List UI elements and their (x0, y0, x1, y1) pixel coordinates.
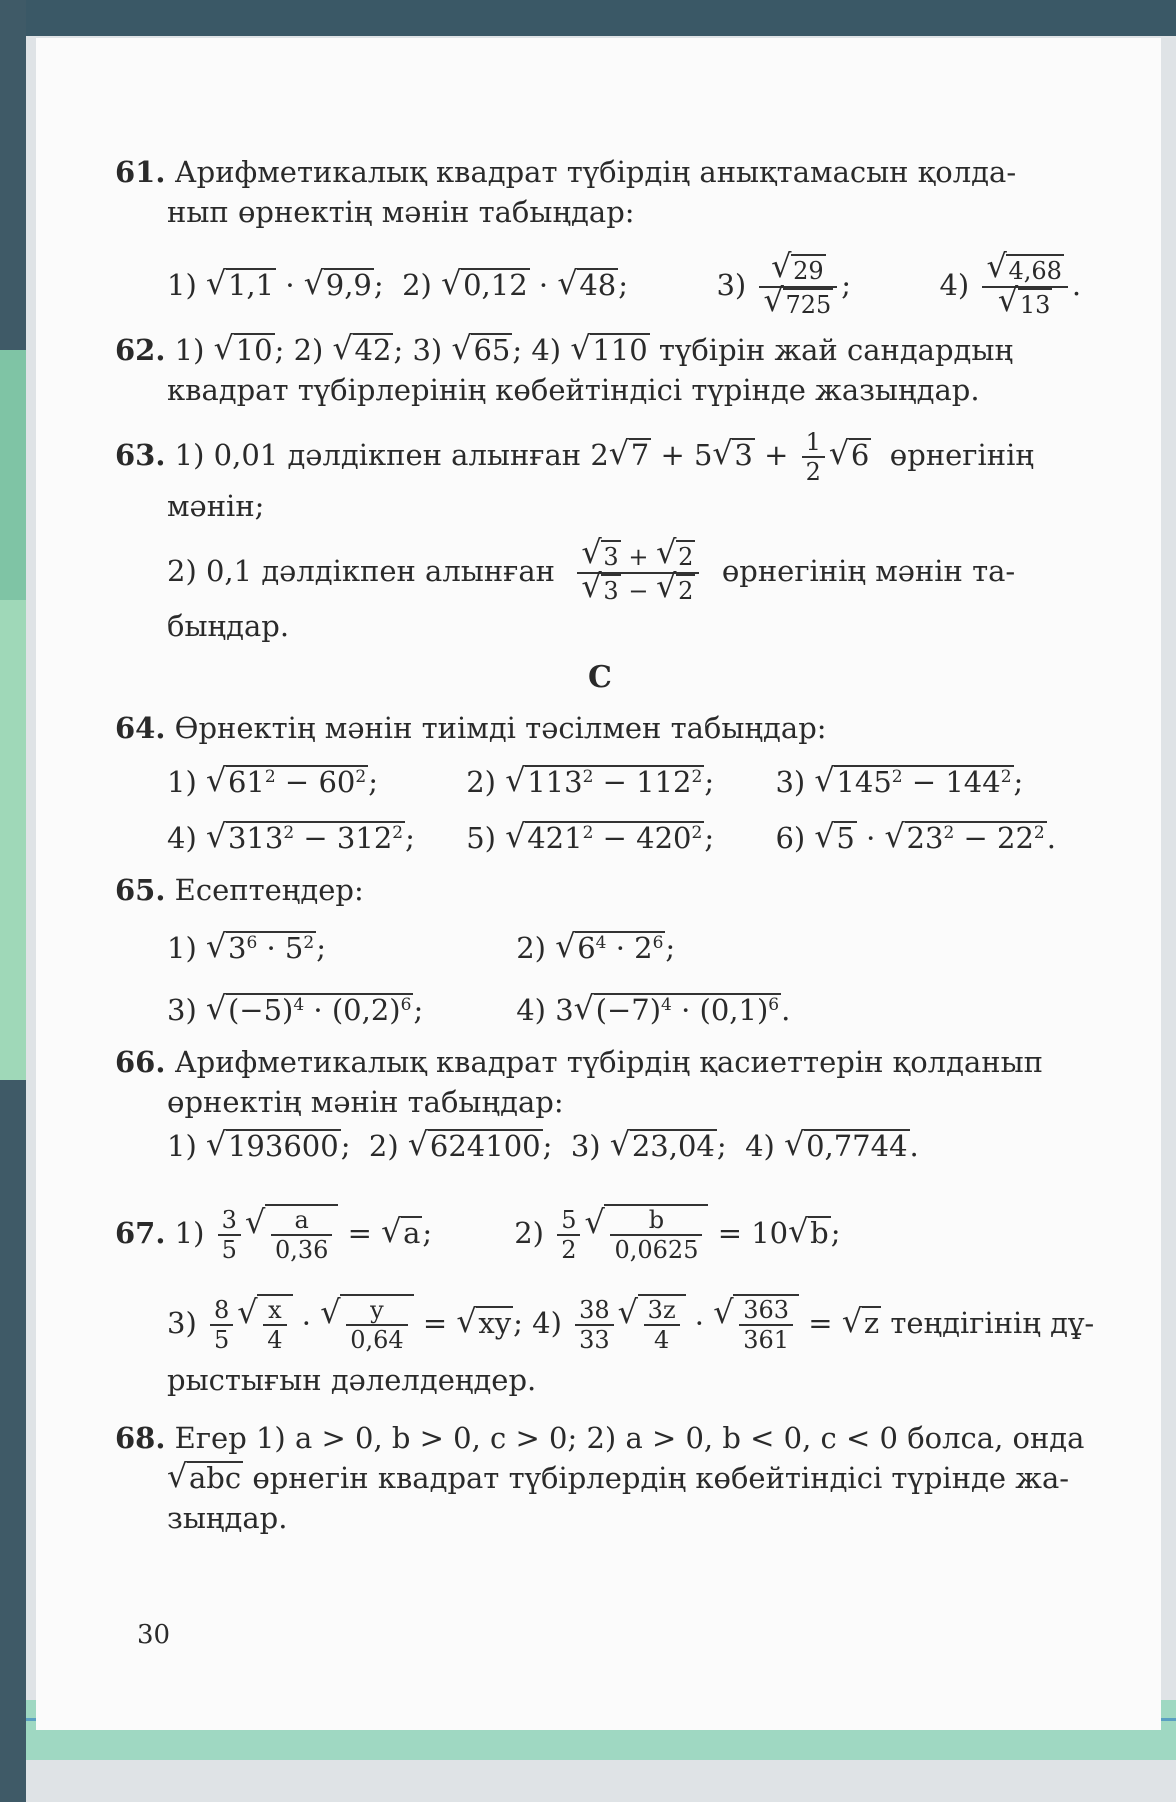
sqrt: √ $3^6 \cdot 5^2$ (206, 928, 316, 968)
math-term: = (808, 1306, 833, 1340)
fraction: √ 3 + √ 2 √ 3 − √ 2 (577, 540, 699, 606)
problem-text: Егер 1) a > 0, b > 0, c > 0; 2) a > 0, b < 0, c < 0 болса, онда (174, 1421, 1085, 1455)
sqrt: √ $\frac{3z}{4}$ (618, 1294, 686, 1354)
math-term: + 5 (660, 438, 713, 472)
problem-number: 61. (115, 155, 166, 189)
problem-67: 67. 1) $\frac{3}{5}$ √ $\frac{a}{0,36}$ = √ a; 2) $\frac{5}{2}$ √ $\frac{b}{0,0625}$ = 10√ b; 3) $\frac{8}{5}$ √ $\frac{x}{4}$ · √ $\frac{y}{0,64}$ = √ xy; 4) $\frac{38}{33}$ √ $\frac{3z}{4}$ · √ $\frac{363}{361}$ = √ z теңдігінің дұ- рыстығын дәлелдеңдер. (115, 1204, 1085, 1400)
item-label: ; 4) (513, 1306, 562, 1340)
fraction: √ 29 √ 725 (759, 254, 837, 320)
sqrt: √ b (788, 1213, 831, 1253)
item-label: 3) (167, 1306, 197, 1340)
sqrt: √ a (381, 1213, 422, 1253)
item-label: 4) (531, 333, 562, 367)
problem-number: 66. (115, 1045, 166, 1079)
sqrt: √ 10 (214, 330, 275, 370)
item-label: 1) (167, 1129, 197, 1163)
item-label: 3) (775, 765, 806, 799)
sqrt: √ $145^2 - 144^2$ (814, 762, 1013, 802)
item-label: 2) (514, 1216, 544, 1250)
sqrt: √ $61^2 - 60^2$ (206, 762, 368, 802)
problem-number: 63. (115, 438, 166, 472)
problem-text: быңдар. (167, 609, 290, 643)
sqrt: √ 42 (333, 330, 394, 370)
sqrt: √ $\frac{y}{0,64}$ (320, 1294, 413, 1354)
problem-number: 64. (115, 711, 166, 745)
binder-edge (0, 0, 26, 1802)
problem-number: 62. (115, 333, 166, 367)
item-label: 1) (167, 931, 197, 965)
item-label: 3) (167, 993, 197, 1027)
problem-text: Арифметикалық квадрат түбірдің анықтамасын қолда- (174, 155, 1017, 189)
sqrt: √ 0,7744 (784, 1126, 909, 1166)
sqrt: √ 193600 (206, 1126, 341, 1166)
problem-text: өрнегінің (889, 438, 1034, 472)
item-label: 4) (939, 268, 970, 302)
sqrt: √ $23^2 - 22^2$ (885, 818, 1047, 858)
sqrt: √ 624100 (408, 1126, 543, 1166)
binder-tab (0, 600, 26, 1080)
problem-number: 65. (115, 873, 166, 907)
sqrt: √ 65 (451, 330, 512, 370)
problem-text: теңдігінің дұ- (890, 1306, 1095, 1340)
sqrt: √ $\frac{x}{4}$ (237, 1294, 292, 1354)
item-label: 6) (775, 821, 806, 855)
item-label: 4) (167, 821, 197, 855)
problem-text: өрнегін квадрат түбірлердің көбейтіндісі түрінде жа- (252, 1461, 1070, 1495)
problem-text: Өрнектің мәнін тиімді тәсілмен табыңдар: (174, 711, 827, 745)
sqrt: √ xy (456, 1303, 513, 1343)
sqrt: √ 1,1 (206, 265, 276, 305)
item-label: 5) (466, 821, 496, 855)
fraction: $\frac{1}{2}$ (802, 428, 825, 486)
problem-number: 67. (115, 1216, 166, 1250)
sqrt: √ 3 (712, 435, 754, 475)
problem-64: 64. Өрнектің мәнін тиімді тәсілмен табыңдар: 1) √ $61^2 - 60^2$; 2) √ $113^2 - 112^2$; 3) √ $145^2 - 144^2$; 4) √ $313^2 - 312^2$; 5) √ $421^2 - 420^2$; 6) √ 5 · √ $23^2 - 22^2$. (115, 708, 1085, 858)
book-top-edge (26, 0, 1176, 36)
problem-text: зыңдар. (167, 1501, 288, 1535)
item-label: 2) (466, 765, 496, 799)
problem-text: 2) 0,1 дәлдікпен алынған (167, 554, 555, 588)
item-label: 3) (716, 268, 747, 302)
problem-68 (115, 1418, 1085, 1538)
item-label: 3) (570, 1129, 601, 1163)
page-number: 30 (137, 1620, 171, 1650)
problem-text: мәнін; (167, 489, 265, 523)
problem-62: 62. 1) √ 10; 2) √ 42; 3) √ 65; 4) √ 110 түбірін жай сандардың квадрат түбірлерінің көбейтіндісі түрінде жазыңдар. (115, 330, 1085, 410)
problem-61 (115, 152, 1085, 320)
sqrt: √ $313^2 - 312^2$ (206, 818, 405, 858)
problem-number: 68. (115, 1421, 166, 1455)
math-term: 2 (590, 438, 609, 472)
sqrt: √ 23,04 (610, 1126, 717, 1166)
problem-text: нып өрнектің мәнін табыңдар: (167, 195, 635, 229)
math-term: = (347, 1216, 372, 1250)
sqrt: √ 6 (829, 435, 871, 475)
section-heading: C (588, 660, 612, 695)
problem-65: 65. Есептеңдер: 1) √ $3^6 \cdot 5^2$; 2) √ $6^4 \cdot 2^6$; 3) √ $(-5)^4 \cdot (0,2)^6$; 4) 3√ $(-7)^4 \cdot (0,1)^6$. (115, 870, 1085, 1030)
sqrt: √ $113^2 - 112^2$ (505, 762, 704, 802)
item-label: 2) (368, 1129, 399, 1163)
sqrt: √ $\frac{b}{0,0625}$ (584, 1204, 708, 1264)
sqrt: √ $(-7)^4 \cdot (0,1)^6$ (574, 990, 781, 1030)
item-label: 2) (293, 333, 324, 367)
content (115, 110, 1095, 1538)
sqrt: √ 5 (814, 818, 856, 858)
item-label: 3) (412, 333, 443, 367)
math-term: = 10 (717, 1216, 789, 1250)
problem-text: өрнегінің мәнін та- (721, 554, 1016, 588)
sqrt: √ $\frac{363}{361}$ (713, 1294, 799, 1354)
problem-text: Арифметикалық квадрат түбірдің қасиеттерін қолданып (174, 1045, 1043, 1079)
fraction: √ 4,68 √ 13 (982, 254, 1067, 320)
item-label: 4) (745, 1129, 775, 1163)
fraction: $\frac{8}{5}$ (210, 1296, 233, 1354)
problem-items: 1) √ 1,1 · √ 9,9; 2) √ 0,12 · √ 48; 3) √ 29 √ 725 ; 4) √ 4,68 √ 13 . (115, 254, 1085, 320)
item-label: 1) (174, 333, 205, 367)
problem-text: 1) 0,01 дәлдікпен алынған (174, 438, 582, 472)
item-label: 4) 3 (516, 993, 574, 1027)
sqrt: √ z (842, 1303, 881, 1343)
sqrt: √ 9,9 (304, 265, 374, 305)
fraction: $\frac{38}{33}$ (575, 1296, 614, 1354)
sqrt: √ $(-5)^4 \cdot (0,2)^6$ (206, 990, 413, 1030)
fraction: $\frac{3}{5}$ (218, 1206, 241, 1264)
math-term: = (422, 1306, 448, 1340)
sqrt: √ 110 (570, 330, 649, 370)
problem-text: рыстығын дәлелдеңдер. (167, 1363, 537, 1397)
math-term: + (764, 438, 789, 472)
sqrt: √ $\frac{a}{0,36}$ (245, 1204, 338, 1264)
sqrt: √ $6^4 \cdot 2^6$ (555, 928, 665, 968)
problem-text: квадрат түбірлерінің көбейтіндісі түрінде жазыңдар. (167, 373, 980, 407)
problem-63 (115, 428, 1085, 646)
problem-text: өрнектің мәнін табыңдар: (167, 1085, 564, 1119)
sqrt: √ 48 (557, 265, 618, 305)
fraction: $\frac{5}{2}$ (557, 1206, 580, 1264)
problem-text: түбірін жай сандардың (658, 333, 1014, 367)
sqrt: √ $421^2 - 420^2$ (505, 818, 704, 858)
problem-66: 66. Арифметикалық квадрат түбірдің қасиеттерін қолданып өрнектің мәнін табыңдар: 1) √ 193600; 2) √ 624100; 3) √ 23,04; 4) √ 0,7744. (115, 1042, 1085, 1166)
sqrt: √ abc (167, 1458, 243, 1498)
item-label: 2) (402, 268, 432, 302)
item-label: 1) (167, 268, 197, 302)
item-label: 1) (167, 765, 197, 799)
sqrt: √ 0,12 (441, 265, 530, 305)
item-label: 1) (174, 1216, 205, 1250)
binder-tab (0, 350, 26, 600)
problem-text: Есептеңдер: (174, 873, 364, 907)
sqrt: √ 7 (609, 435, 651, 475)
item-label: 2) (516, 931, 546, 965)
